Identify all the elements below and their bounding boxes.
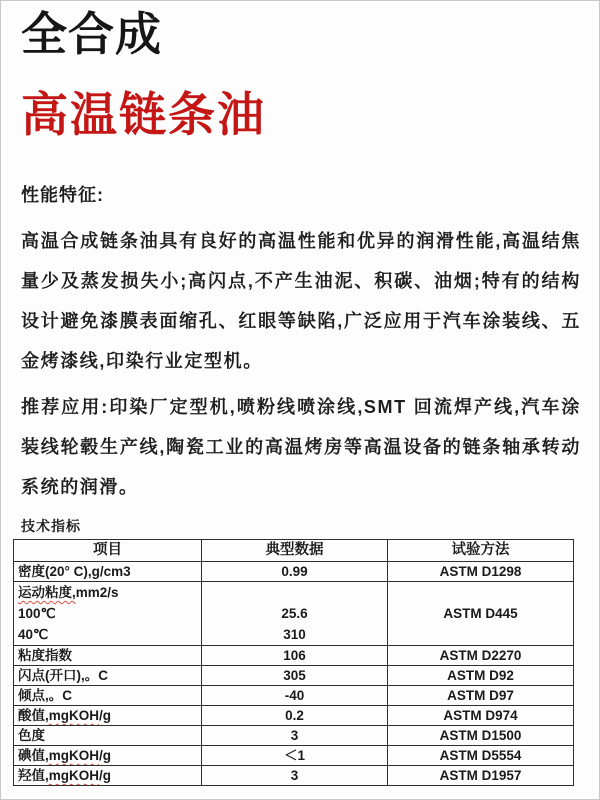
method-cell: ASTM D5554 — [388, 746, 574, 766]
item-unit: /g — [99, 748, 111, 763]
product-line-title: 全合成 — [21, 8, 162, 60]
item-cell: 粘度指数 — [14, 646, 202, 666]
misspell-underline: ,mgKOH — [45, 748, 99, 763]
spec-table-title: 技术指标 — [21, 518, 81, 534]
value-cell — [202, 582, 388, 646]
misspell-underline: ,mgKOH — [45, 768, 99, 783]
method-cell: ASTM D974 — [388, 706, 574, 726]
value-cell: 305 — [202, 666, 388, 686]
item-unit: /g — [99, 768, 111, 783]
spec-table-header-row — [14, 540, 574, 562]
spec-table — [13, 539, 574, 786]
method-cell: ASTM D97 — [388, 686, 574, 706]
table-row-iodine-value — [14, 746, 574, 766]
item-cell: 色度 — [14, 726, 202, 746]
item-cell — [14, 706, 202, 726]
col-header-test-method: 试验方法 — [388, 540, 574, 562]
method-cell: ASTM D445 — [388, 582, 574, 646]
value-cell: 106 — [202, 646, 388, 666]
col-header-typical-data: 典型数据 — [202, 540, 388, 562]
item-label: 酸值 — [18, 708, 45, 723]
method-cell: ASTM D1500 — [388, 726, 574, 746]
table-row-viscosity — [14, 582, 574, 646]
viscosity-temp-100: 100℃ — [18, 606, 56, 621]
misspell-underline: 运动粘度, — [18, 585, 76, 600]
features-paragraph: 高温合成链条油具有良好的高温性能和优异的润滑性能,高温结焦量少及蒸发损失小;高闪点,不产生油泥、积碳、油烟;特有的结构设计避免漆膜表面缩孔、红眼等缺陷,广泛应用于汽车涂装线、五金烤漆线,印染行业定型机。 — [21, 231, 581, 371]
table-row-pour-point — [14, 686, 574, 706]
item-cell — [14, 746, 202, 766]
method-cell: ASTM D2270 — [388, 646, 574, 666]
item-label: 羟值 — [18, 768, 45, 783]
item-cell: 密度(20° C),g/cm3 — [14, 562, 202, 582]
method-cell: ASTM D1957 — [388, 766, 574, 786]
datasheet-page — [1, 1, 599, 799]
col-header-item: 项目 — [14, 540, 202, 562]
table-row-hydroxyl-value — [14, 766, 574, 786]
table-row-color — [14, 726, 574, 746]
value-cell: 3 — [202, 726, 388, 746]
item-cell — [14, 766, 202, 786]
item-cell: 闪点(开口),。C — [14, 666, 202, 686]
value-cell: 0.2 — [202, 706, 388, 726]
item-unit: /g — [99, 708, 111, 723]
viscosity-value-100: 25.6 — [281, 606, 308, 621]
value-cell: 3 — [202, 766, 388, 786]
table-row-flash-point — [14, 666, 574, 686]
item-label: 碘值 — [18, 748, 45, 763]
product-name-title: 高温链条油 — [21, 88, 266, 141]
table-row-viscosity-index — [14, 646, 574, 666]
value-cell: ＜1 — [202, 746, 388, 766]
method-cell: ASTM D92 — [388, 666, 574, 686]
viscosity-value-40: 310 — [283, 627, 306, 642]
item-cell — [14, 582, 202, 646]
viscosity-value-blank — [206, 582, 383, 603]
viscosity-unit: mm2/s — [75, 585, 119, 600]
method-cell: ASTM D1298 — [388, 562, 574, 582]
misspell-underline: ,mgKOH — [45, 708, 99, 723]
viscosity-label-line — [18, 582, 197, 603]
item-cell: 倾点,。C — [14, 686, 202, 706]
value-cell: -40 — [202, 686, 388, 706]
viscosity-temp-40: 40℃ — [18, 627, 49, 642]
features-heading: 性能特征: — [21, 185, 104, 205]
table-row-density — [14, 562, 574, 582]
applications-paragraph: 推荐应用:印染厂定型机,喷粉线喷涂线,SMT 回流焊产线,汽车涂装线轮毂生产线,陶瓷工业的高温烤房等高温设备的链条轴承转动系统的润滑。 — [21, 397, 581, 497]
table-row-acid-value — [14, 706, 574, 726]
value-cell: 0.99 — [202, 562, 388, 582]
